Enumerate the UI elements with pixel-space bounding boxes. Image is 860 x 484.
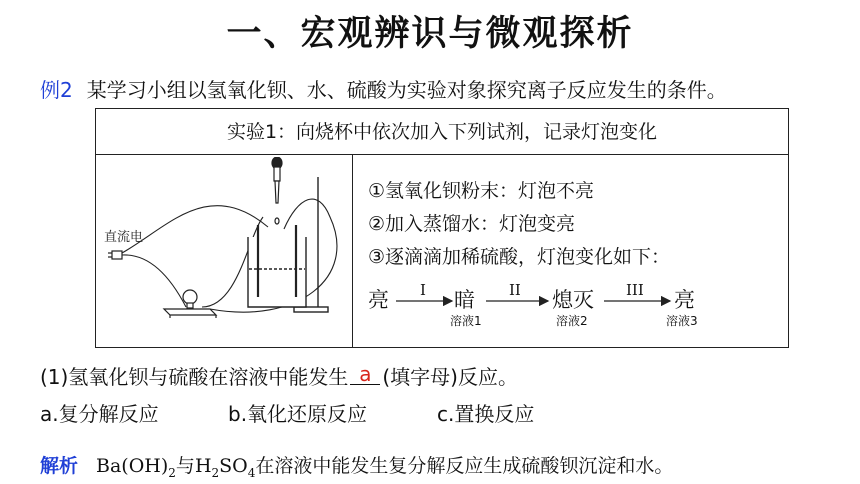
table-divider xyxy=(352,155,353,347)
arrow-label-1: I xyxy=(420,281,426,299)
page-title: 一、宏观辨识与微观探析 xyxy=(226,14,634,54)
beaker-icon xyxy=(248,225,306,307)
solution-1: 溶液1 xyxy=(450,314,482,328)
step-1: ①氢氧化钡粉末：灯泡不亮 xyxy=(368,180,595,202)
answer-blank: a xyxy=(350,364,380,385)
analysis-connector: 与 xyxy=(175,455,195,477)
sub-question-line xyxy=(40,361,518,390)
analysis-label: 解析 xyxy=(40,455,79,477)
arrow-label-3: III xyxy=(626,281,644,299)
question-line xyxy=(40,74,727,103)
solution-3: 溶液3 xyxy=(666,314,698,328)
plug-icon xyxy=(108,251,122,259)
formula-h2so4: $H_2SO_4$ xyxy=(194,455,256,480)
experiment-heading: 实验1：向烧杯中依次加入下列试剂，记录灯泡变化 xyxy=(96,109,788,155)
state-off: 熄灭 xyxy=(552,288,594,312)
board-icon xyxy=(164,309,216,318)
arrow-label-2: II xyxy=(509,281,521,299)
sub-question-suffix: (填字母)反应。 xyxy=(382,365,518,389)
sub-question-prefix: (1)氢氧化钡与硫酸在溶液中能发生 xyxy=(40,365,349,389)
question-label: 例2 xyxy=(40,78,73,102)
experiment-steps xyxy=(368,175,670,274)
state-dim: 暗 xyxy=(454,288,475,312)
dc-power-label: 直流电 xyxy=(104,230,144,245)
analysis-line xyxy=(40,451,673,480)
apparatus-diagram xyxy=(98,157,350,345)
step-3: ③逐滴滴加稀硫酸，灯泡变化如下： xyxy=(368,246,671,268)
dropper-icon xyxy=(272,157,282,224)
experiment-table xyxy=(95,108,789,348)
question-text: 某学习小组以氢氧化钡、水、硫酸为实验对象探究离子反应发生的条件。 xyxy=(86,78,727,102)
formula-baoh2: $Ba(OH)_2$ xyxy=(96,455,176,480)
step-2: ②加入蒸馏水：灯泡变亮 xyxy=(368,213,576,235)
bulb-change-flow xyxy=(368,277,778,337)
analysis-text: 在溶液中能发生复分解反应生成硫酸钡沉淀和水。 xyxy=(255,455,674,477)
state-bright-1: 亮 xyxy=(368,288,389,312)
option-a: a.复分解反应 xyxy=(40,402,159,426)
option-b: b.氧化还原反应 xyxy=(228,402,368,426)
option-c: c.置换反应 xyxy=(437,402,535,426)
solution-2: 溶液2 xyxy=(556,314,588,328)
state-bright-2: 亮 xyxy=(674,288,695,312)
